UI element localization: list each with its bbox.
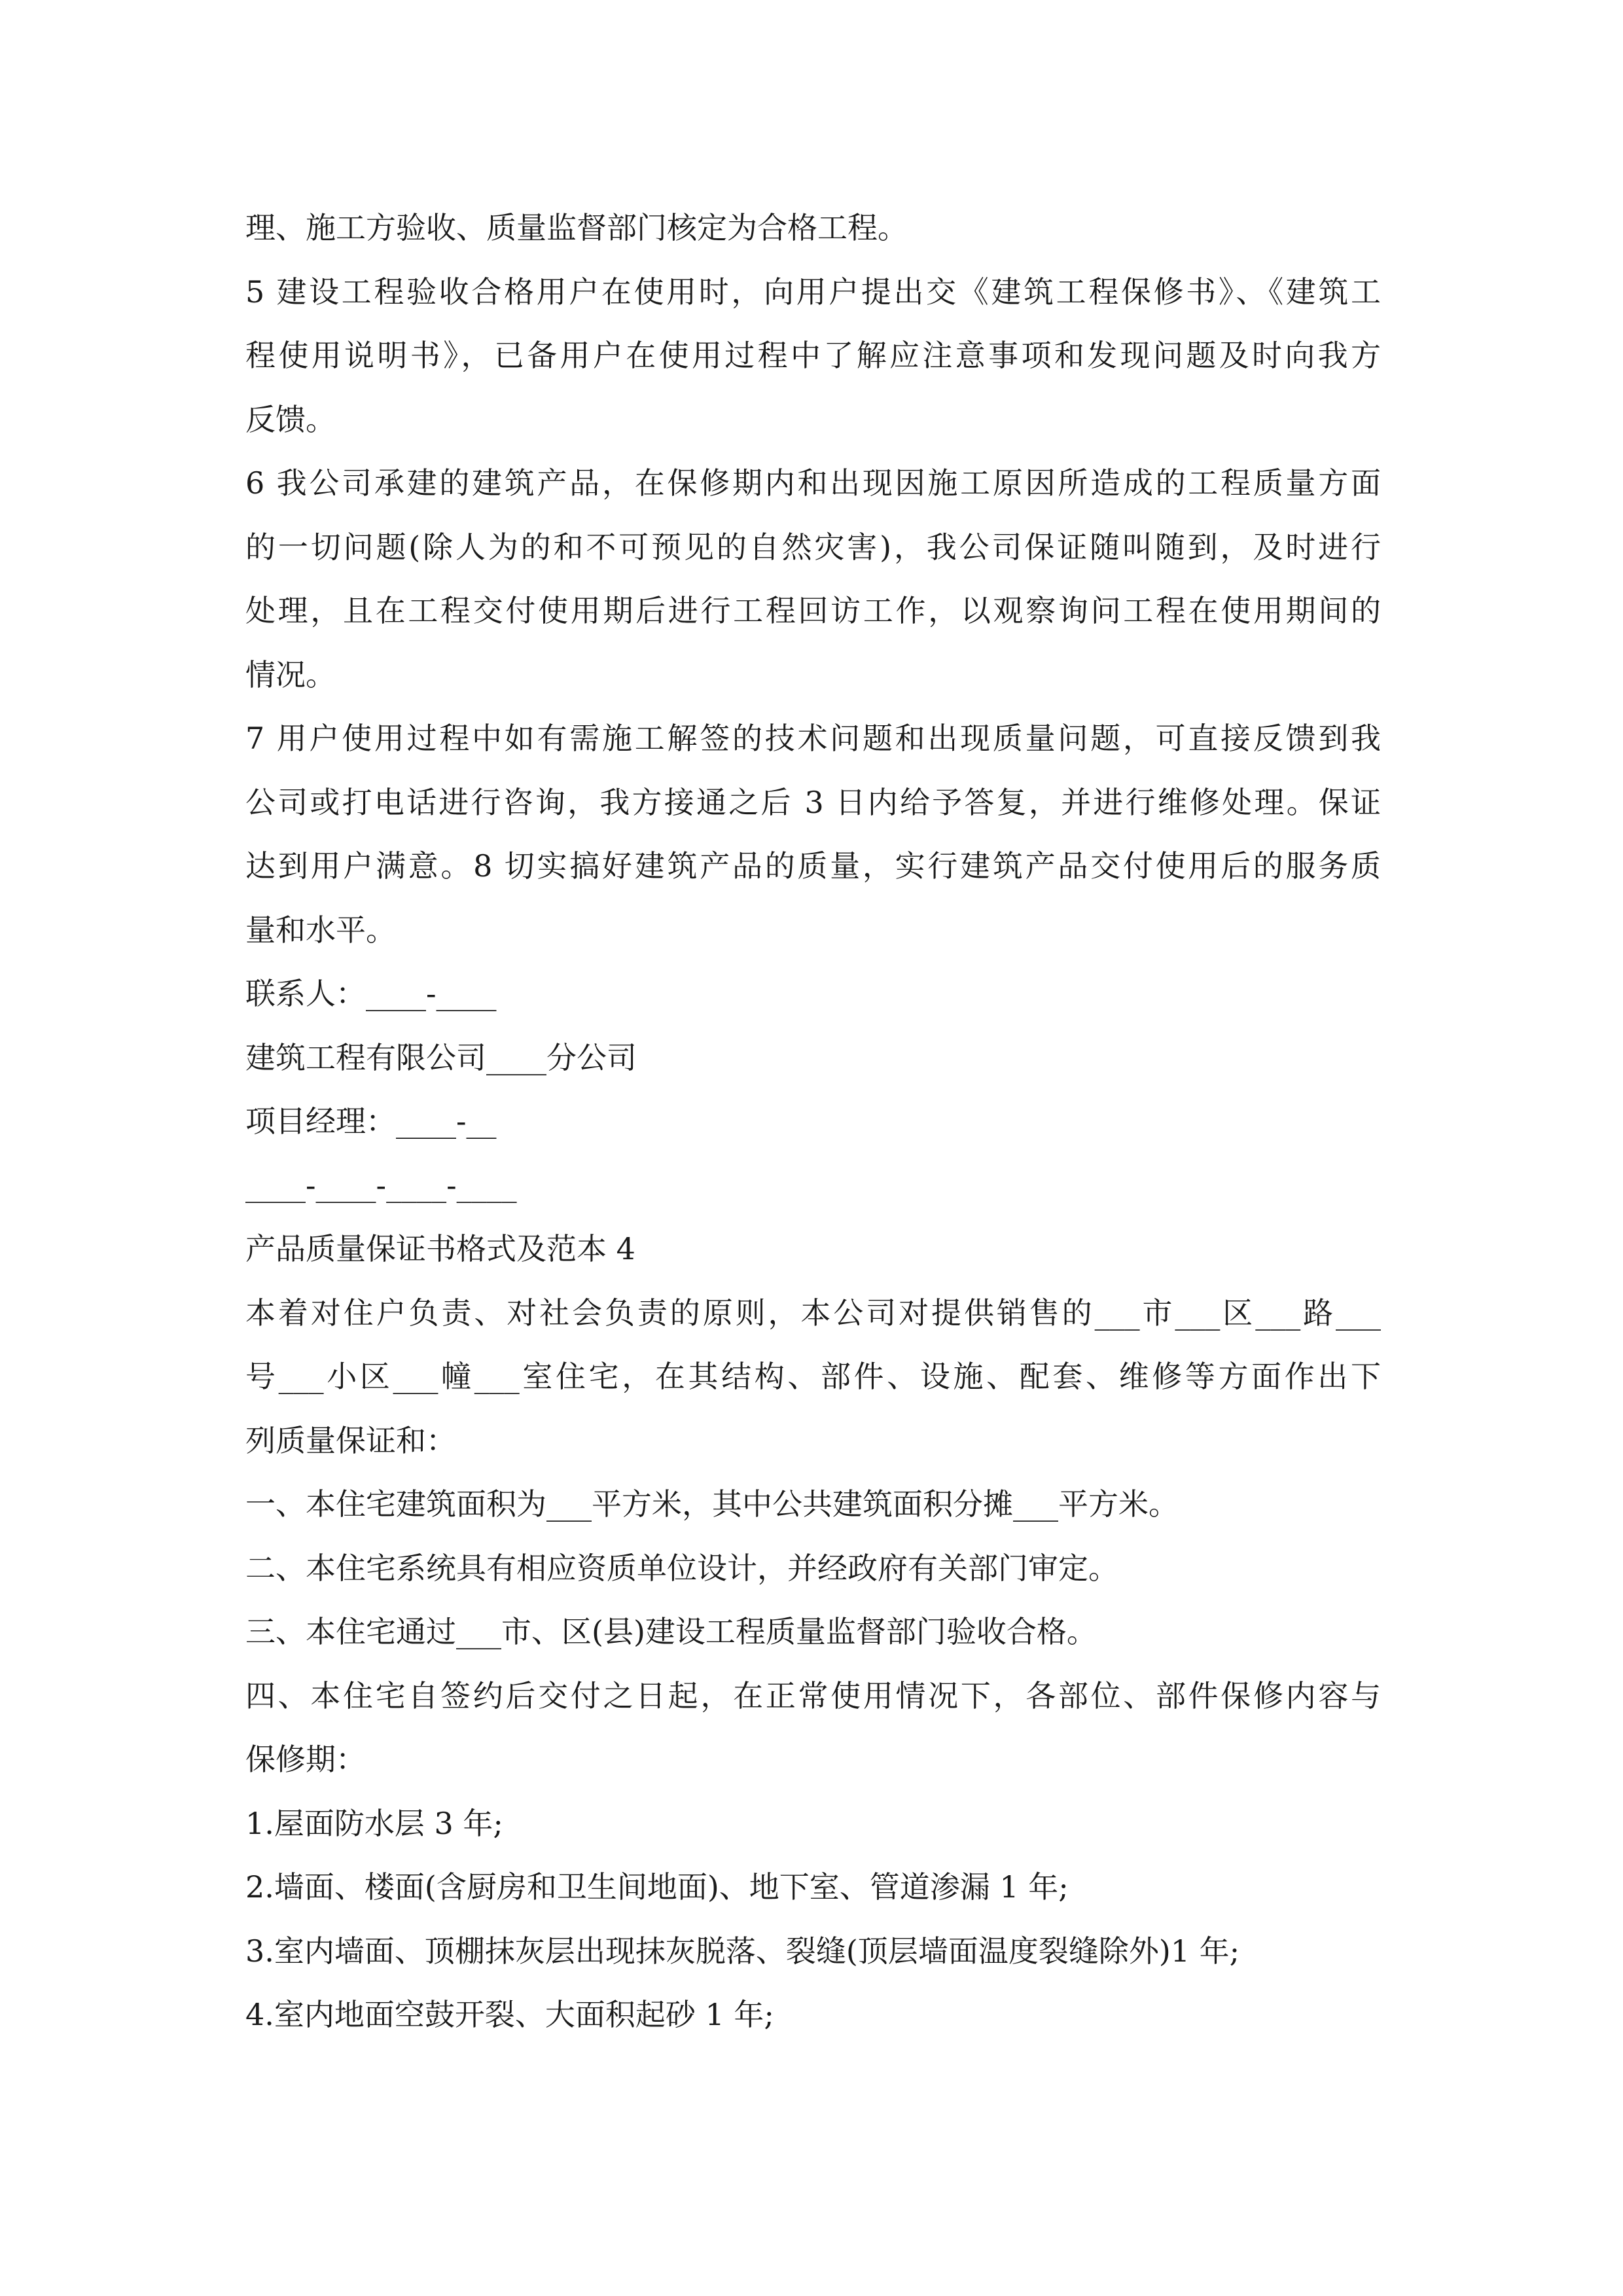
text-line: 程使用说明书》，已备用户在使用过程中了解应注意事项和发现问题及时向我方: [245, 338, 1381, 373]
text-line: 本着对住户负责、对社会负责的原则，本公司对提供销售的___市___区___路___: [245, 1295, 1381, 1331]
text-line: 的一切问题(除人为的和不可预见的自然灾害)，我公司保证随叫随到，及时进行: [245, 529, 1381, 565]
text-line: 四、本住宅自签约后交付之日起，在正常使用情况下，各部位、部件保修内容与: [245, 1677, 1381, 1713]
list-item: 1.屋面防水层 3 年;: [245, 1805, 503, 1841]
list-item: 4.室内地面空鼓开裂、大面积起砂 1 年;: [245, 1997, 774, 2032]
text-line: 列质量保证和：: [245, 1422, 456, 1458]
text-line: 达到用户满意。8 切实搞好建筑产品的质量，实行建筑产品交付使用后的服务质: [245, 848, 1381, 884]
contact-line: 联系人：____-____: [245, 976, 497, 1011]
text-line: 5 建设工程验收合格用户在使用时，向用户提出交《建筑工程保修书》、《建筑工: [245, 274, 1381, 310]
text-line: 号___小区___幢___室住宅，在其结构、部件、设施、配套、维修等方面作出下: [245, 1359, 1381, 1394]
text-line: 处理，且在工程交付使用期后进行工程回访工作，以观察询问工程在使用期间的: [245, 593, 1381, 628]
section-title: 产品质量保证书格式及范本 4: [245, 1231, 635, 1266]
text-line: 7 用户使用过程中如有需施工解签的技术问题和出现质量问题，可直接反馈到我: [245, 721, 1381, 756]
list-item: 3.室内墙面、顶棚抹灰层出现抹灰脱落、裂缝(顶层墙面温度裂缝除外)1 年;: [245, 1933, 1240, 1969]
text-line: 一、本住宅建筑面积为___平方米，其中公共建筑面积分摊___平方米。: [245, 1486, 1179, 1522]
text-line: 6 我公司承建的建筑产品，在保修期内和出现因施工原因所造成的工程质量方面: [245, 465, 1381, 501]
text-line: 保修期：: [245, 1742, 366, 1777]
date-line: ____-____-____-____: [245, 1167, 517, 1203]
project-manager-line: 项目经理：____-__: [245, 1103, 497, 1139]
text-line: 反馈。: [245, 401, 336, 437]
text-line: 量和水平。: [245, 912, 396, 948]
company-line: 建筑工程有限公司____分公司: [245, 1039, 637, 1075]
text-line: 理、施工方验收、质量监督部门核定为合格工程。: [245, 210, 908, 245]
text-line: 情况。: [245, 656, 336, 692]
text-line: 三、本住宅通过___市、区(县)建设工程质量监督部门验收合格。: [245, 1614, 1097, 1649]
text-line: 公司或打电话进行咨询，我方接通之后 3 日内给予答复，并进行维修处理。保证: [245, 784, 1381, 820]
list-item: 2.墙面、楼面(含厨房和卫生间地面)、地下室、管道渗漏 1 年;: [245, 1869, 1069, 1905]
text-line: 二、本住宅系统具有相应资质单位设计，并经政府有关部门审定。: [245, 1550, 1118, 1586]
document-body: [245, 196, 1381, 2047]
